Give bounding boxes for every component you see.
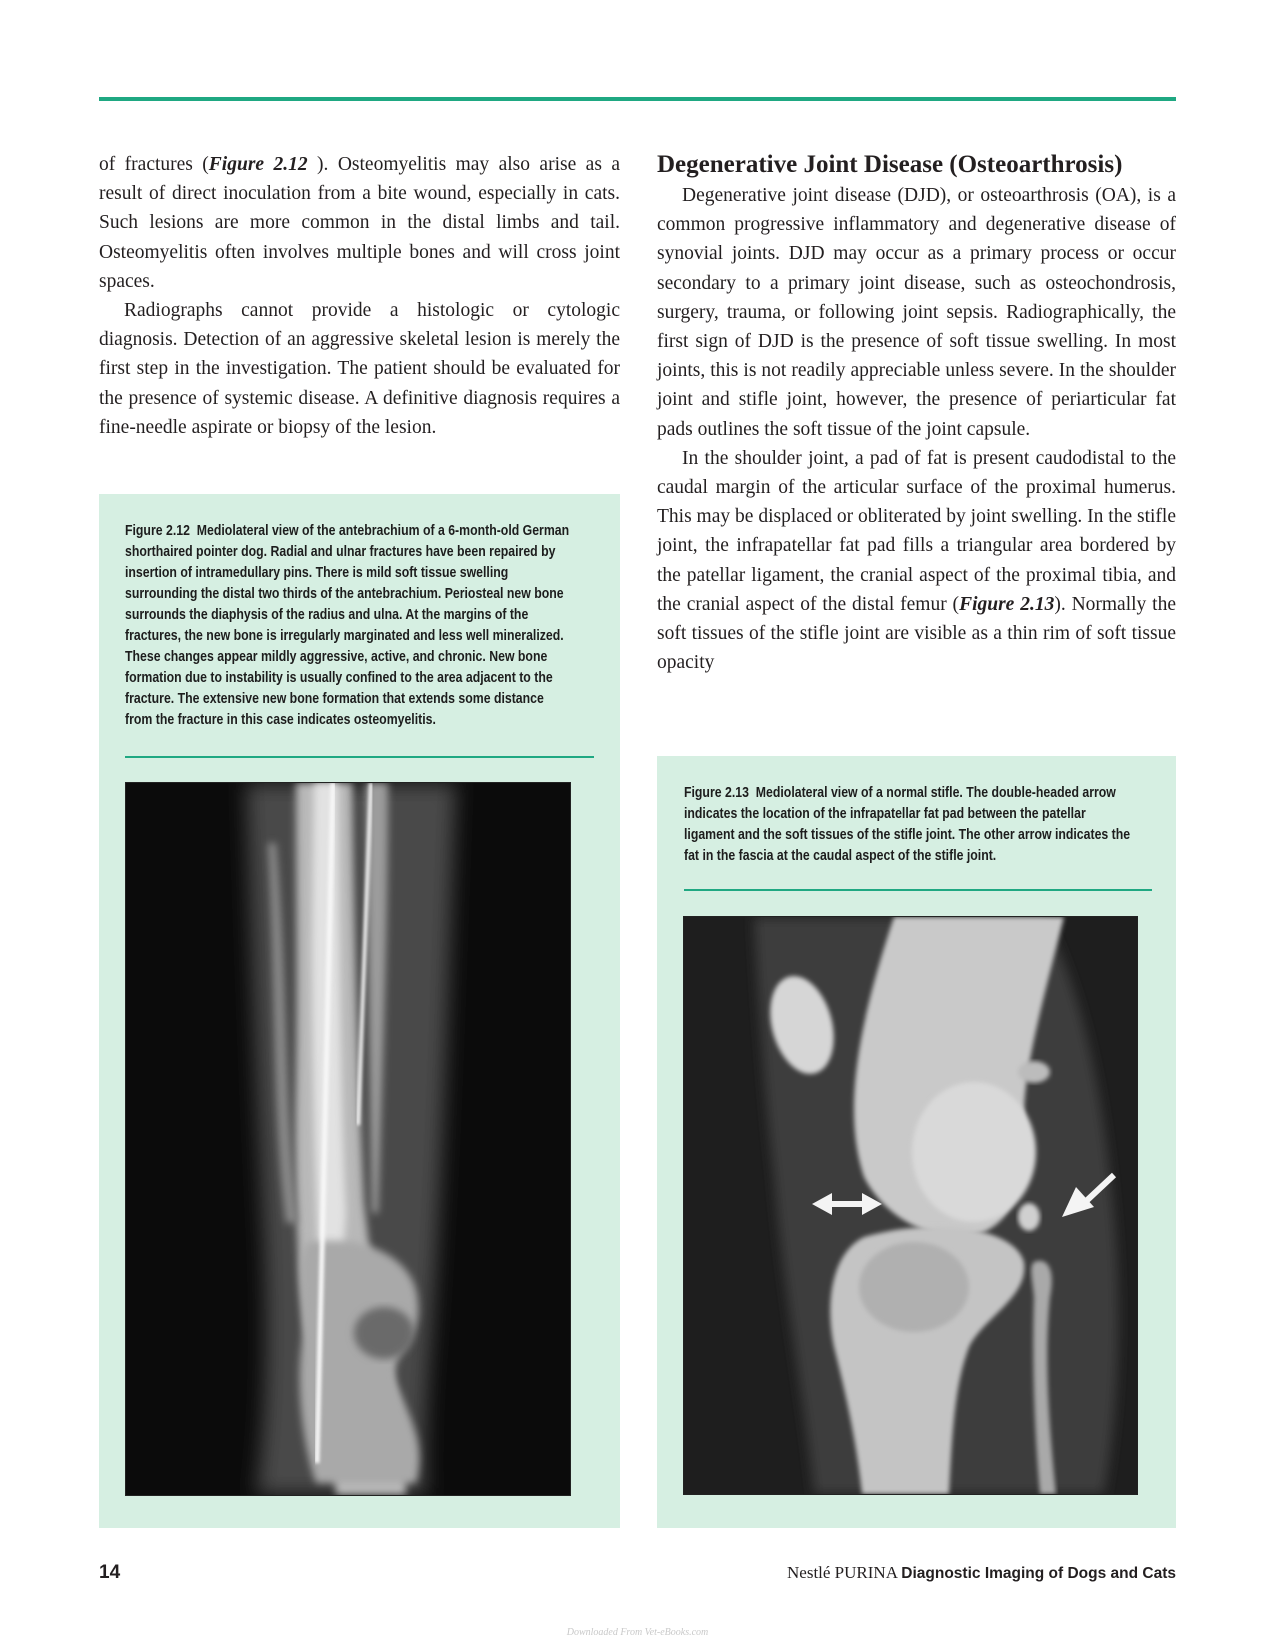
- running-footer: [787, 1563, 1176, 1583]
- page-number: 14: [99, 1562, 121, 1583]
- figure-caption: [125, 521, 572, 731]
- radiograph-stifle-image: [683, 916, 1138, 1495]
- figure-2-13: [657, 756, 1176, 1528]
- paragraph-text: ). Normally the soft tissues of the stifle joint are visible as a thin rim of soft tissue opacity: [657, 593, 1176, 674]
- download-watermark: Downloaded From Vet-eBooks.com: [566, 1627, 709, 1638]
- radiograph-antebrachium-image: [125, 782, 571, 1496]
- body-paragraph: [657, 444, 1176, 678]
- figure-reference-link[interactable]: Figure 2.13: [959, 593, 1055, 615]
- book-title: Diagnostic Imaging of Dogs and Cats: [901, 1565, 1176, 1582]
- paragraph-text: In the shoulder joint, a pad of fat is present caudodistal to the caudal margin of the articular surface of the proximal humerus. This may be displaced or obliterated by joint swelling. In the stifle joint, the infrapatellar fat pad fills a triangular area bordered by the patellar ligament, the cranial aspect of the proximal tibia, and the cranial aspect of the distal femur (: [657, 447, 1176, 615]
- radiograph-stifle-graphic: [684, 917, 1137, 1494]
- caption-text: Mediolateral view of a normal stifle. The double-headed arrow indicates the location of the infrapatellar fat pad between the patellar ligament and the soft tissues of the stifle joint. The other arrow indicates the fat in the fascia at the caudal aspect of the stifle joint.: [684, 785, 1131, 864]
- body-paragraph: [99, 150, 620, 296]
- left-column: [99, 150, 620, 442]
- figure-caption: [684, 783, 1131, 867]
- caption-rule: [684, 889, 1152, 891]
- caption-rule: [125, 756, 594, 758]
- figure-reference-link[interactable]: Figure 2.12: [208, 154, 308, 175]
- radiograph-antebrachium-graphic: [126, 783, 570, 1495]
- figure-2-12: [99, 494, 620, 1528]
- figure-label: Figure 2.12: [125, 523, 190, 539]
- header-rule: [99, 97, 1176, 101]
- caption-text: Mediolateral view of the antebrachium of a 6-month-old German shorthaired pointer dog. Radial and ulnar fractures have been repaired by insertion of intramedullary pins. There is mild soft tissue swelling surrounding the distal two thirds of the antebrachium. Periosteal new bone surrounds the diaphysis of the radius and ulna. At the margins of the fractures, the new bone is irregularly marginated and less well mineralized. These changes appear mildly aggressive, active, and chronic. New bone formation due to instability is usually confined to the area adjacent to the fracture. The extensive new bone formation that extends some distance from the fracture in this case indicates osteomyelitis.: [125, 523, 570, 728]
- section-heading: Degenerative Joint Disease (Osteoarthrosis): [657, 151, 1123, 178]
- body-paragraph: Degenerative joint disease (DJD), or osteoarthrosis (OA), is a common progressive inflammatory and degenerative disease of synovial joints. DJD may occur as a primary process or occur secondary to a primary joint disease, such as osteochondrosis, surgery, trauma, or following joint sepsis. Radiographically, the first sign of DJD is the presence of soft tissue swelling. In most joints, this is not readily appreciable unless severe. In the shoulder joint and stifle joint, however, the presence of periarticular fat pads outlines the soft tissue of the joint capsule.: [657, 185, 1176, 440]
- body-paragraph: Radiographs cannot provide a histologic or cytologic diagnosis. Detection of an aggressive skeletal lesion is merely the first step in the investigation. The patient should be evaluated for the presence of systemic disease. A definitive diagnosis requires a fine-needle aspirate or biopsy of the lesion.: [99, 300, 620, 438]
- publisher-name: Nestlé PURINA: [787, 1563, 898, 1582]
- figure-label: Figure 2.13: [684, 785, 749, 801]
- right-column: [657, 150, 1176, 677]
- paragraph-text: ). Osteomyelitis may also arise as a result of direct inoculation from a bite wound, especially in cats. Such lesions are more common in the distal limbs and tail. Osteomyelitis often involves multiple bones and will cross joint spaces.: [99, 154, 620, 292]
- paragraph-text: of fractures (: [99, 154, 209, 175]
